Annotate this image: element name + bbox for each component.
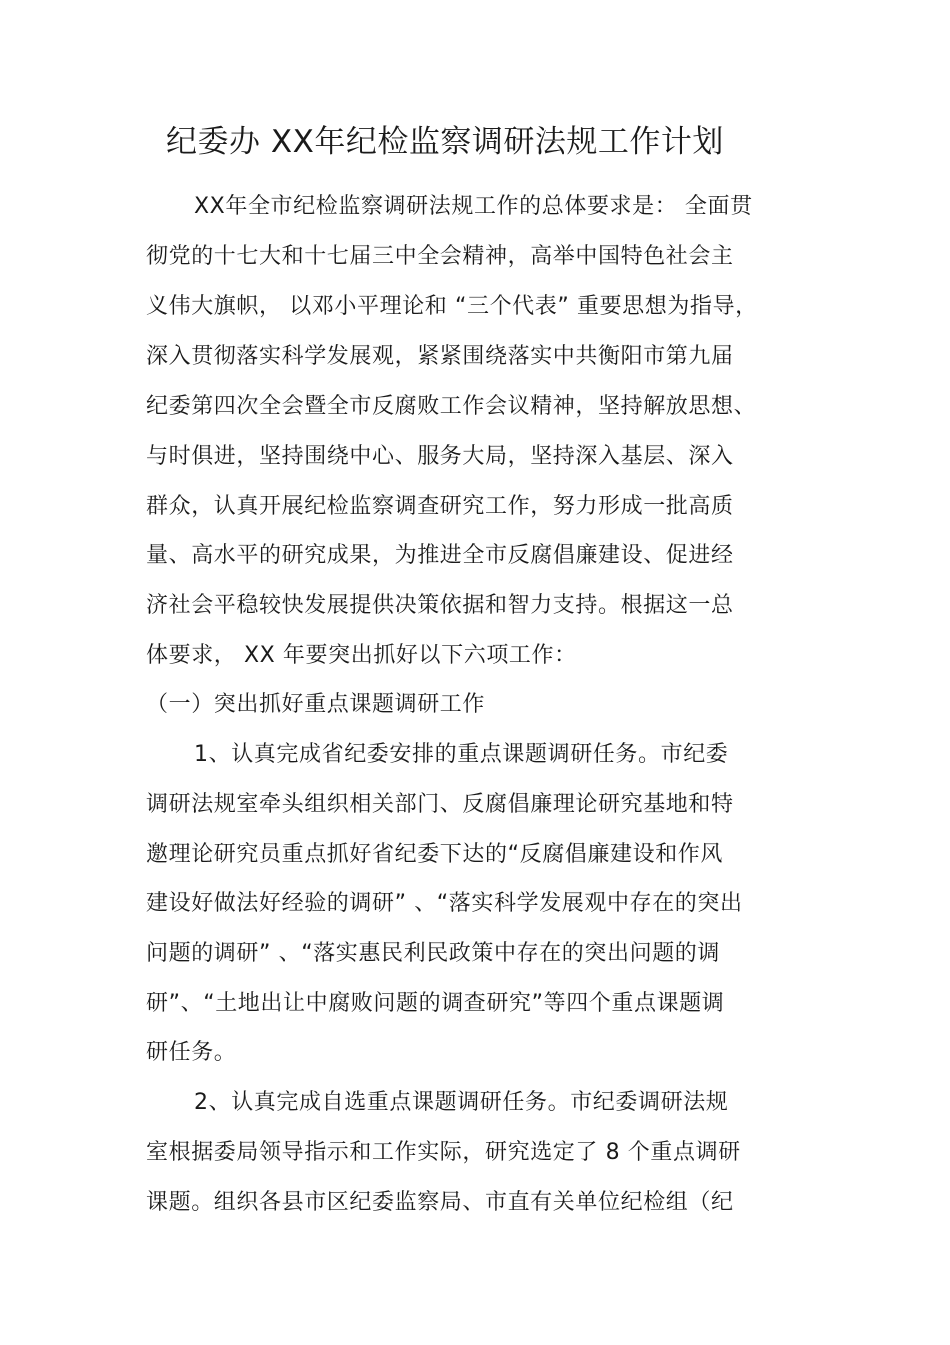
paragraph-line: 室根据委局领导指示和工作实际，研究选定了 8 个重点调研 (146, 1140, 741, 1165)
paragraph-line: 深入贯彻落实科学发展观，紧紧围绕落实中共衡阳市第九届 (146, 344, 734, 369)
paragraph-line: 量、高水平的研究成果，为推进全市反腐倡廉建设、促进经 (146, 543, 734, 568)
paragraph-line: 体要求， XX 年要突出抓好以下六项工作： (146, 643, 577, 668)
paragraph-line: 义伟大旗帜， 以邓小平理论和 “三个代表” 重要思想为指导， (146, 294, 758, 319)
paragraph-line: 邀理论研究员重点抓好省纪委下达的“反腐倡廉建设和作风 (146, 842, 723, 867)
paragraph-line: 调研法规室牵头组织相关部门、反腐倡廉理论研究基地和特 (146, 792, 734, 817)
paragraph-line: 2、认真完成自选重点课题调研任务。市纪委调研法规 (194, 1090, 729, 1115)
paragraph-line: 与时俱进，坚持围绕中心、服务大局，坚持深入基层、深入 (146, 444, 734, 469)
section-heading: （一）突出抓好重点课题调研工作 (146, 692, 486, 717)
paragraph-line: XX年全市纪检监察调研法规工作的总体要求是： 全面贯 (194, 194, 753, 219)
paragraph-line: 1、认真完成省纪委安排的重点课题调研任务。市纪委 (194, 742, 729, 767)
paragraph-line: 济社会平稳较快发展提供决策依据和智力支持。根据这一总 (146, 593, 734, 618)
paragraph-line: 建设好做法好经验的调研” 、“落实科学发展观中存在的突出 (146, 891, 743, 916)
paragraph-line: 纪委第四次全会暨全市反腐败工作会议精神，坚持解放思想、 (146, 394, 757, 419)
paragraph-line: 彻党的十七大和十七届三中全会精神，高举中国特色社会主 (146, 244, 734, 269)
paragraph-line: 问题的调研” 、“落实惠民利民政策中存在的突出问题的调 (146, 941, 720, 966)
paragraph-line: 课题。组织各县市区纪委监察局、市直有关单位纪检组（纪 (146, 1190, 734, 1215)
paragraph-line: 研”、“土地出让中腐败问题的调查研究”等四个重点课题调 (146, 991, 725, 1016)
paragraph-line: 研任务。 (146, 1040, 237, 1065)
paragraph-line: 群众，认真开展纪检监察调查研究工作，努力形成一批高质 (146, 494, 734, 519)
document-title: 纪委办 XX年纪检监察调研法规工作计划 (166, 124, 724, 160)
